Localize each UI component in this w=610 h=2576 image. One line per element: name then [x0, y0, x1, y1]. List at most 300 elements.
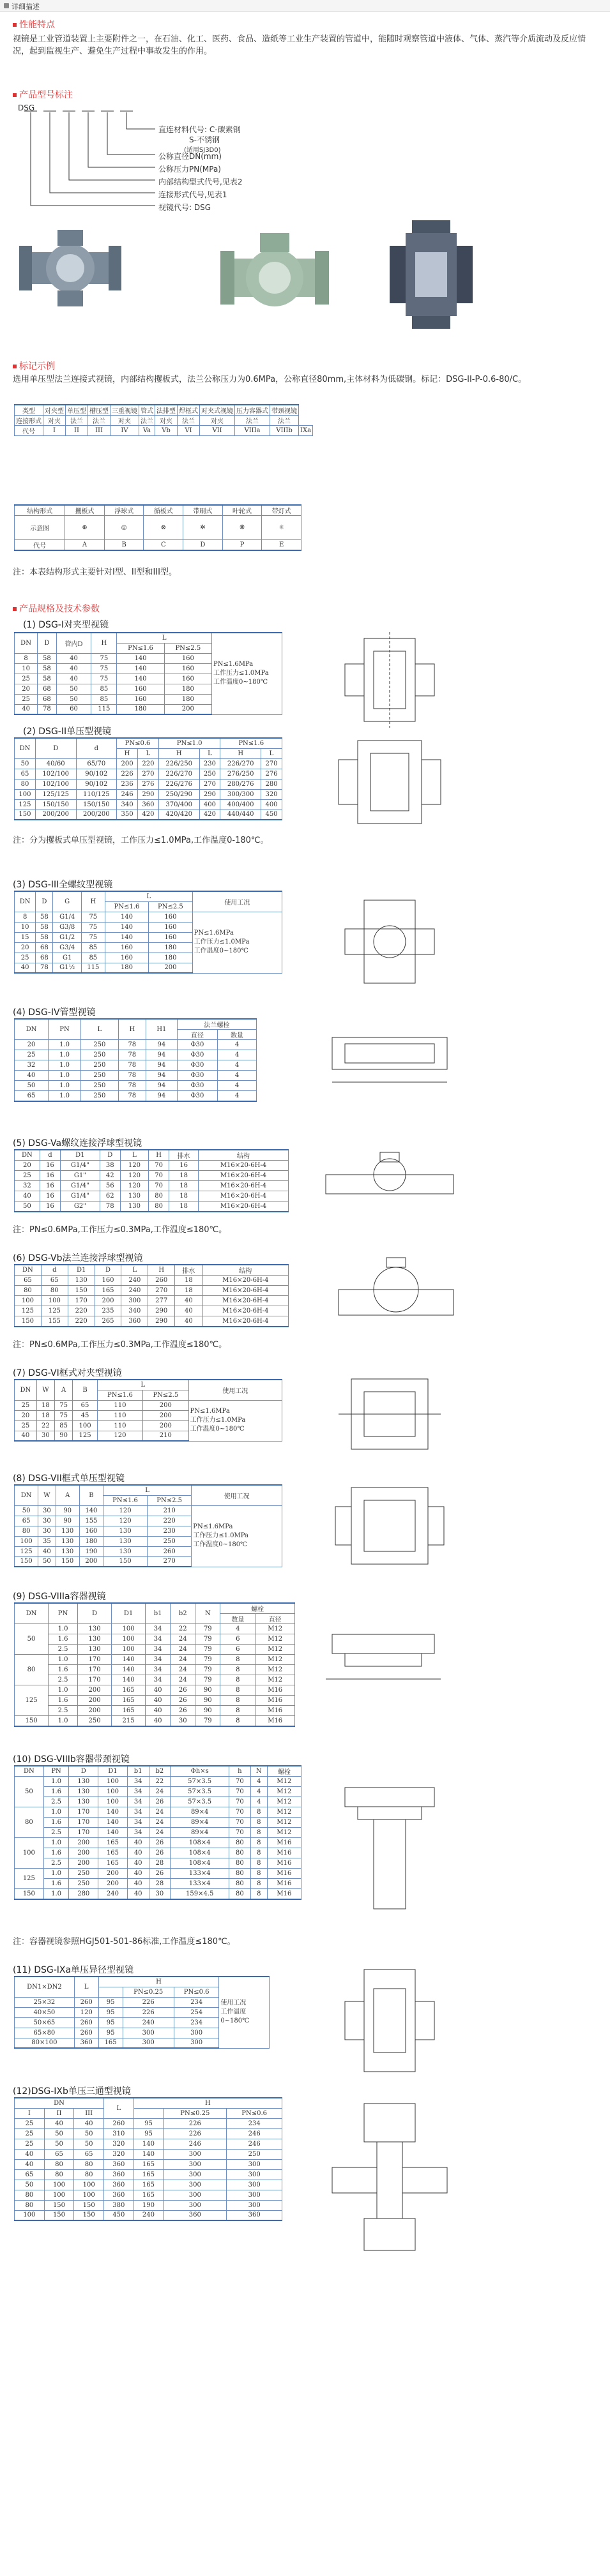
table-cell: d: [40, 1150, 60, 1161]
table-cell: 65/70: [76, 758, 117, 769]
table-cell: 140: [79, 1505, 103, 1516]
table-cell: 75: [81, 912, 105, 922]
model-prefix: DSG: [18, 103, 35, 112]
table-cell: 80: [15, 2190, 45, 2200]
t7-title: (7) DSG-VI框式对夹型视镜: [13, 1368, 122, 1378]
table-cell: 85: [55, 1420, 73, 1431]
table-cell: 直径: [255, 1614, 295, 1624]
type-cell: Va: [139, 426, 155, 436]
table-cell: 320: [261, 789, 282, 799]
table-cell: [133, 2108, 164, 2118]
table-cell: 70: [229, 1818, 251, 1828]
table-cell: 16: [169, 1161, 199, 1171]
table-cell: 2.5: [43, 1858, 69, 1869]
table-cell: 165: [98, 1858, 128, 1869]
table-cell: 2.5: [43, 1797, 69, 1807]
spec-title: 产品规格及技术参数: [13, 603, 594, 615]
table-cell: 90: [195, 1696, 220, 1706]
table-cell: 250: [69, 1879, 98, 1889]
table-cell: 180: [149, 942, 192, 953]
table-cell: 50: [15, 1201, 40, 1212]
table-cell: 170: [69, 1818, 98, 1828]
type-cell: 代号: [15, 426, 43, 436]
table-cell: 40: [15, 1071, 49, 1081]
struct-cell: 代号: [15, 540, 65, 551]
table-cell: 150: [68, 1286, 95, 1296]
t3-drawing: [332, 894, 447, 990]
table-cell: 226/276: [158, 779, 199, 789]
table-cell: 25: [15, 1400, 37, 1410]
table-cell: 140: [112, 1655, 146, 1665]
table-cell: 235: [95, 1306, 121, 1316]
table-cell: 16: [40, 1171, 60, 1181]
table-cell: 70: [229, 1777, 251, 1787]
table-cell: 246: [164, 2139, 227, 2149]
table-cell: 250: [69, 1869, 98, 1879]
table-cell: 226: [117, 769, 138, 779]
table-cell: 1.0: [49, 1050, 81, 1060]
table-cell: 130: [78, 1645, 112, 1655]
table-cell: 80: [74, 2159, 104, 2169]
table-cell: D1: [61, 1150, 100, 1161]
table-cell: 140: [105, 932, 148, 942]
table-cell: 226: [123, 1997, 174, 2007]
table-cell: 240: [98, 1889, 128, 1899]
table-cell: 300: [164, 2149, 227, 2159]
table-cell: 数量: [218, 1030, 257, 1040]
table-cell: 16: [40, 1181, 60, 1191]
table-cell: 150/150: [76, 799, 117, 810]
table-cell: 1.6: [43, 1787, 69, 1797]
table-cell: 130: [120, 1191, 148, 1201]
table-cell: 226/270: [220, 758, 261, 769]
table-cell: 40: [127, 1869, 149, 1879]
t11-drawing: [332, 1963, 447, 2078]
table-cell: L: [199, 748, 220, 758]
table-cell: b2: [171, 1603, 195, 1624]
table-cell: 130: [69, 1777, 98, 1787]
table-cell: 法兰螺栓: [177, 1019, 256, 1030]
table-cell: 1.6: [43, 1818, 69, 1828]
table-cell: 400: [261, 799, 282, 810]
table-cell: 65: [74, 2149, 104, 2159]
table-cell: 1.0: [49, 1655, 78, 1665]
table-cell: III: [74, 2108, 104, 2118]
table-cell: 8: [220, 1706, 255, 1716]
table-cell: G3/4: [53, 942, 81, 953]
table-cell: 80: [44, 2169, 74, 2180]
table-cell: 34: [127, 1807, 149, 1818]
table-cell: H: [148, 1150, 169, 1161]
table-cell: L: [121, 1265, 148, 1276]
table-cell: 58: [38, 674, 56, 684]
table-cell: 190: [133, 2200, 164, 2210]
note-types: 注：本表结构形式主要针对I型、II型和III型。: [13, 568, 178, 577]
table-cell: 34: [146, 1624, 171, 1634]
table-cell: 20: [15, 1161, 40, 1171]
table-cell: 165: [133, 2180, 164, 2190]
table-cell: 120: [74, 2007, 98, 2017]
type-cell: 对夹: [111, 416, 139, 426]
model-label: 视镜代号: DSG: [158, 203, 211, 212]
table-cell: PN≤0.25: [164, 2108, 227, 2118]
table-cell: 130: [78, 1634, 112, 1645]
table-cell: 50: [15, 1777, 44, 1807]
t1-header: DN: [15, 633, 38, 653]
table-cell: 250: [199, 769, 220, 779]
table-cell: 95: [98, 2017, 123, 2028]
t1-notes: PN≤1.6MPa 工作压力≤1.0MPa 工作温度0~180℃: [212, 633, 282, 714]
table-cell: D1: [68, 1265, 95, 1276]
table-cell: 130: [56, 1526, 79, 1536]
table-cell: 24: [149, 1828, 171, 1838]
t6-drawing: [332, 1254, 460, 1337]
table-cell: 26: [171, 1696, 195, 1706]
table-cell: 250: [81, 1040, 119, 1050]
table-cell: 68: [36, 953, 53, 963]
table-cell: 34: [146, 1634, 171, 1645]
table-cell: 40: [127, 1889, 149, 1899]
table-cell: 260: [148, 1276, 175, 1286]
table-cell: 70: [229, 1828, 251, 1838]
table-cell: 240: [121, 1286, 148, 1296]
struct-cell: E: [262, 540, 301, 551]
t12-table: [14, 2097, 282, 2221]
t1-header: H: [91, 633, 117, 653]
table-cell: D1: [98, 1766, 128, 1777]
table-cell: 276/250: [220, 769, 261, 779]
table-cell: 160: [79, 1526, 103, 1536]
table-cell: 160: [164, 674, 211, 684]
table-cell: 1.0: [49, 1071, 81, 1081]
table-cell: 62: [100, 1191, 120, 1201]
model-label: S-不锈钢: [189, 135, 220, 144]
table-cell: 25: [15, 953, 36, 963]
table-cell: h: [229, 1766, 251, 1777]
t8-table: [14, 1484, 282, 1567]
table-cell: H: [98, 1977, 219, 1987]
table-cell: 30: [171, 1716, 195, 1726]
table-cell: D: [36, 891, 53, 912]
table-cell: 24: [171, 1634, 195, 1645]
table-cell: 直径: [177, 1030, 217, 1040]
table-cell: PN≤1.6: [103, 1495, 147, 1505]
table-cell: 210: [143, 1431, 188, 1441]
table-cell: 115: [81, 963, 105, 973]
table-cell: 94: [146, 1081, 177, 1091]
table-cell: 95: [98, 2007, 123, 2017]
t1-header: PN≤1.6: [117, 643, 164, 653]
table-cell: 94: [146, 1040, 177, 1050]
table-cell: 90/102: [76, 779, 117, 789]
table-cell: D: [35, 738, 76, 758]
type-cell: 焊框式: [178, 405, 200, 416]
table-cell: 40: [15, 1431, 37, 1441]
table-cell: 79: [195, 1716, 220, 1726]
table-cell: M16: [255, 1706, 295, 1716]
table-cell: b1: [146, 1603, 171, 1624]
table-cell: 80: [229, 1848, 251, 1858]
marking-body: 选用单压型法兰连接式视镜，内部结构攫板式，法兰公称压力为0.6MPa，公称直径80mm,主体材料为低碳钢。标记：DSG-II-P-0.6-80/C。: [13, 375, 527, 384]
table-cell: 22: [171, 1624, 195, 1634]
table-cell: M12: [267, 1807, 301, 1818]
table-cell: 50: [56, 694, 91, 704]
table-cell: L: [261, 748, 282, 758]
table-cell: I: [15, 2108, 45, 2118]
table-cell: 89×4: [171, 1828, 229, 1838]
table-cell: 68: [36, 942, 53, 953]
table-cell: B: [79, 1485, 103, 1505]
table-cell: 78: [118, 1071, 146, 1081]
table-cell: 100: [15, 1838, 44, 1869]
table-cell: 8: [220, 1696, 255, 1706]
table-cell: 280: [69, 1889, 98, 1899]
table-cell: 50: [38, 1556, 56, 1567]
table-cell: 16: [40, 1191, 60, 1201]
table-cell: 94: [146, 1071, 177, 1081]
table-cell: 100: [15, 789, 36, 799]
sight-glass-photo: [377, 220, 485, 335]
table-cell: 80: [229, 1879, 251, 1889]
table-cell: 8: [220, 1685, 255, 1696]
type-cell: 对夹: [155, 416, 178, 426]
features-body: 视镜是工业管道装置上主要附件之一，在石油、化工、医药、食品、造纸等工业生产装置的管道中，能随时观察管道中液体、气体、蒸汽等介质流动及反应情况，起到监视生产、避免生产过程中事故发生的作用。: [13, 34, 586, 56]
table-cell: 250: [81, 1091, 119, 1101]
table-cell: M16×20-6H-4: [202, 1276, 288, 1286]
table-cell: 110: [97, 1400, 142, 1410]
table-cell: 270: [148, 1286, 175, 1296]
t8-drawing: [332, 1481, 447, 1570]
table-cell: 使用工况: [192, 891, 282, 912]
table-cell: 80: [229, 1838, 251, 1848]
table-cell: 40: [146, 1716, 171, 1726]
table-cell: 79: [195, 1655, 220, 1665]
table-cell: 290: [138, 789, 159, 799]
table-cell: 150/150: [35, 799, 76, 810]
table-cell: 70: [229, 1797, 251, 1807]
table-cell: 360: [103, 2159, 133, 2169]
table-cell: 24: [149, 1787, 171, 1797]
table-cell: 170: [68, 1296, 95, 1306]
table-cell: 40: [38, 1546, 56, 1556]
t11-notes: 使用工况 工作温度 0~180℃: [219, 1977, 270, 2048]
table-cell: 80: [15, 1526, 38, 1536]
table-cell: 1.6: [49, 1634, 78, 1645]
table-cell: 10: [15, 922, 36, 932]
table-cell: 20: [15, 1410, 37, 1420]
table-cell: 160: [117, 694, 164, 704]
table-cell: 60: [56, 704, 91, 714]
t5-title: (5) DSG-Va螺纹连接浮球型视镜: [13, 1138, 142, 1149]
table-cell: 90/102: [76, 769, 117, 779]
table-cell: 58: [36, 912, 53, 922]
table-cell: 28: [149, 1879, 171, 1889]
t11-table: [14, 1976, 270, 2049]
table-cell: 125: [15, 1685, 49, 1716]
table-cell: 24: [149, 1818, 171, 1828]
table-cell: 130: [56, 1536, 79, 1546]
table-cell: 34: [127, 1777, 149, 1787]
table-cell: 57×3.5: [171, 1797, 229, 1807]
type-cell: VIIIb: [270, 426, 299, 436]
table-cell: 40: [15, 963, 36, 973]
table-cell: 50×65: [15, 2017, 75, 2028]
table-cell: 220: [148, 1516, 192, 1526]
table-cell: 125: [15, 1869, 44, 1889]
table-cell: 100: [112, 1624, 146, 1634]
table-cell: 102/100: [35, 769, 76, 779]
table-cell: 180: [79, 1536, 103, 1546]
table-cell: M12: [267, 1777, 301, 1787]
table-cell: G: [53, 891, 81, 912]
table-cell: 260: [74, 2017, 98, 2028]
table-cell: PN≤1.6: [97, 1390, 142, 1400]
table-cell: 150: [74, 2200, 104, 2210]
table-cell: D: [69, 1766, 98, 1777]
table-cell: 排水: [175, 1265, 202, 1276]
table-cell: 78: [118, 1081, 146, 1091]
table-cell: 25: [15, 1050, 49, 1060]
table-cell: 65: [44, 2149, 74, 2159]
table-cell: 300: [174, 2028, 218, 2038]
table-cell: M16: [267, 1838, 301, 1848]
table-cell: 4: [250, 1777, 267, 1787]
table-cell: 螺栓: [220, 1603, 295, 1614]
table-cell: 100: [73, 1420, 97, 1431]
table-cell: 400/400: [220, 799, 261, 810]
table-cell: DN: [15, 1380, 37, 1400]
table-cell: 300: [227, 2190, 282, 2200]
table-cell: 360: [103, 2180, 133, 2190]
table-cell: 100: [41, 1296, 68, 1306]
table-cell: 85: [81, 953, 105, 963]
table-cell: 360: [138, 799, 159, 810]
table-cell: 32: [15, 1181, 40, 1191]
table-cell: 56: [100, 1181, 120, 1191]
model-label: 直连材料代号: C-碳素钢: [158, 125, 241, 134]
type-cell: 对夹: [43, 416, 66, 426]
t7-notes: PN≤1.6MPa 工作压力≤1.0MPa 工作温度0~180℃: [188, 1400, 282, 1441]
table-cell: 40: [146, 1685, 171, 1696]
note-t6: 注：PN≤0.6MPa,工作压力≤0.3MPa,工作温度≤180℃。: [13, 1340, 227, 1350]
table-cell: 290: [148, 1316, 175, 1327]
table-cell: 160: [149, 912, 192, 922]
table-cell: 250/290: [158, 789, 199, 799]
table-cell: 80: [148, 1191, 169, 1201]
table-cell: 34: [146, 1675, 171, 1685]
table-cell: d: [41, 1265, 68, 1276]
table-cell: G1": [61, 1171, 100, 1181]
table-cell: 18: [175, 1276, 202, 1286]
type-cell: 对夹: [200, 416, 235, 426]
note-t2: 注：分为攫板式单压型视镜，工作压力≤1.0MPa,工作温度0-180℃。: [13, 836, 269, 845]
table-cell: 160: [149, 922, 192, 932]
model-label: 公称压力PN(MPa): [158, 165, 221, 174]
table-cell: 200: [98, 1869, 128, 1879]
table-cell: 70: [229, 1807, 251, 1818]
table-cell: 133×4: [171, 1879, 229, 1889]
table-cell: 68: [38, 684, 56, 694]
table-cell: 螺栓: [267, 1766, 301, 1777]
table-cell: 150: [15, 1716, 49, 1726]
table-cell: 78: [118, 1040, 146, 1050]
type-cell: VII: [200, 426, 235, 436]
table-cell: 80: [41, 1286, 68, 1296]
table-cell: 8: [220, 1655, 255, 1665]
table-cell: 250: [81, 1071, 119, 1081]
type-cell: VI: [178, 426, 200, 436]
table-cell: 26: [171, 1685, 195, 1696]
table-cell: 165: [98, 2038, 123, 2048]
table-cell: 40: [74, 2118, 104, 2128]
table-cell: 34: [127, 1828, 149, 1838]
table-cell: 90: [195, 1685, 220, 1696]
table-cell: 结构: [202, 1265, 288, 1276]
table-cell: 18: [169, 1191, 199, 1201]
table-cell: 30: [38, 1505, 56, 1516]
table-cell: 130: [120, 1201, 148, 1212]
table-cell: 300: [164, 2180, 227, 2190]
table-cell: M16: [255, 1696, 295, 1706]
table-cell: 270: [138, 769, 159, 779]
table-cell: 140: [98, 1828, 128, 1838]
table-cell: 70: [148, 1161, 169, 1171]
table-cell: 226/250: [158, 758, 199, 769]
table-cell: 270: [199, 779, 220, 789]
table-cell: 130: [103, 1546, 147, 1556]
table-cell: 40: [127, 1858, 149, 1869]
table-cell: 125: [15, 1546, 38, 1556]
table-cell: 75: [91, 663, 117, 674]
type-cell: 槽压型: [88, 405, 111, 416]
struct-cell: C: [144, 540, 183, 551]
table-cell: 350: [117, 810, 138, 820]
table-cell: 1.0: [43, 1889, 69, 1899]
table-cell: 78: [38, 704, 56, 714]
table-cell: L: [103, 2098, 133, 2118]
table-cell: 236: [117, 779, 138, 789]
t5-drawing: [319, 1149, 460, 1213]
table-cell: 140: [117, 653, 164, 663]
table-cell: 89×4: [171, 1807, 229, 1818]
table-cell: DN: [15, 1265, 42, 1276]
table-cell: 28: [149, 1858, 171, 1869]
struct-cell: D: [183, 540, 223, 551]
table-cell: 18: [175, 1286, 202, 1296]
table-cell: 80: [229, 1858, 251, 1869]
table-cell: 108×4: [171, 1858, 229, 1869]
table-cell: 18: [36, 1410, 54, 1420]
table-cell: 22: [36, 1420, 54, 1431]
table-cell: 246: [117, 789, 138, 799]
model-code-lines: [18, 103, 286, 222]
table-cell: 65: [15, 769, 36, 779]
table-cell: 79: [195, 1665, 220, 1675]
model-label: 公称直径DN(mm): [158, 152, 222, 161]
table-cell: 277: [148, 1296, 175, 1306]
t8-title: (8) DSG-VII框式单压型视镜: [13, 1473, 125, 1484]
table-cell: 115: [91, 704, 117, 714]
table-cell: 70: [229, 1787, 251, 1797]
table-cell: 1.0: [49, 1716, 78, 1726]
table-cell: 65: [41, 1276, 68, 1286]
table-cell: 75: [91, 653, 117, 663]
table-cell: 4: [218, 1060, 257, 1071]
sight-glass-photo: [220, 220, 329, 329]
table-cell: DN1×DN2: [15, 1977, 75, 1997]
table-cell: D: [95, 1265, 121, 1276]
table-cell: 40: [146, 1706, 171, 1716]
